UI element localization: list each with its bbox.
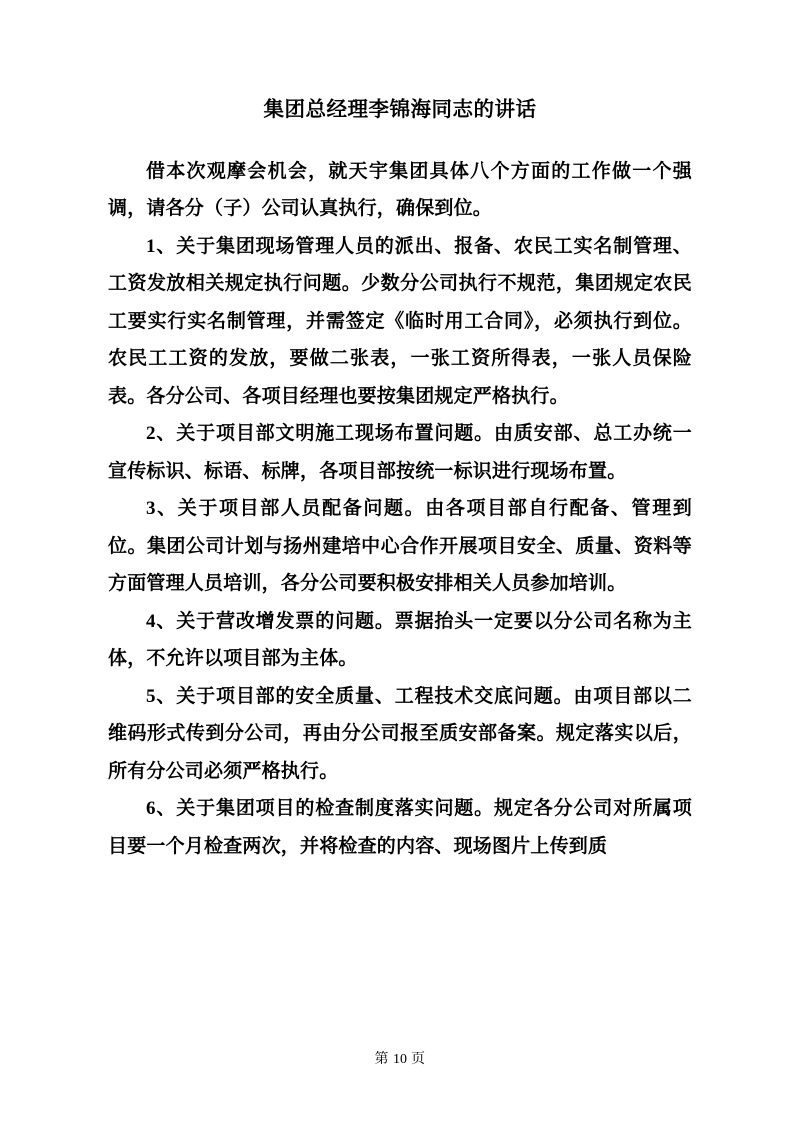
page-title: 集团总经理李锦海同志的讲话 [263,99,537,121]
paragraph-2: 1、关于集团现场管理人员的派出、报备、农民工实名制管理、工资发放相关规定执行问题。少数分公司执行不规范，集团规定农民工要实行实名制管理，并需签定《临时用工合同》，必须执行到位。农民工工资的发放，要做二张表，一张工资所得表，一张人员保险表。各分公司、各项目经理也要按集团规定严格执行。 [108,235,692,407]
paragraph-7: 6、关于集团项目的检查制度落实问题。规定各分公司对所属项目要一个月检查两次，并将检查的内容、现场图片上传到质 [108,798,692,857]
document-body [108,96,692,865]
paragraph-6: 5、关于项目部的安全质量、工程技术交底问题。由项目部以二维码形式传到分公司，再由分公司报至质安部备案。规定落实以后，所有分公司必须严格执行。 [108,685,692,782]
page-footer-number: 10 [393,1052,407,1067]
paragraph-5: 4、关于营改增发票的问题。票据抬头一定要以分公司名称为主体，不允许以项目部为主体。 [108,610,692,670]
page-footer-label: 第 [374,1052,389,1067]
paragraph-3: 2、关于项目部文明施工现场布置问题。由质安部、总工办统一宣传标识、标语、标牌，各项目部按统一标识进行现场布置。 [108,423,692,482]
paragraph-1: 借本次观摩会机会，就天宇集团具体八个方面的工作做一个强调，请各分（子）公司认真执行，确保到位。 [108,160,692,220]
page-footer [0,1048,800,1068]
page-footer-unit: 页 [411,1052,426,1067]
paragraph-4: 3、关于项目部人员配备问题。由各项目部自行配备、管理到位。集团公司计划与扬州建培中心合作开展项目安全、质量、资料等方面管理人员培训，各分公司要积极安排相关人员参加培训。 [108,498,692,595]
